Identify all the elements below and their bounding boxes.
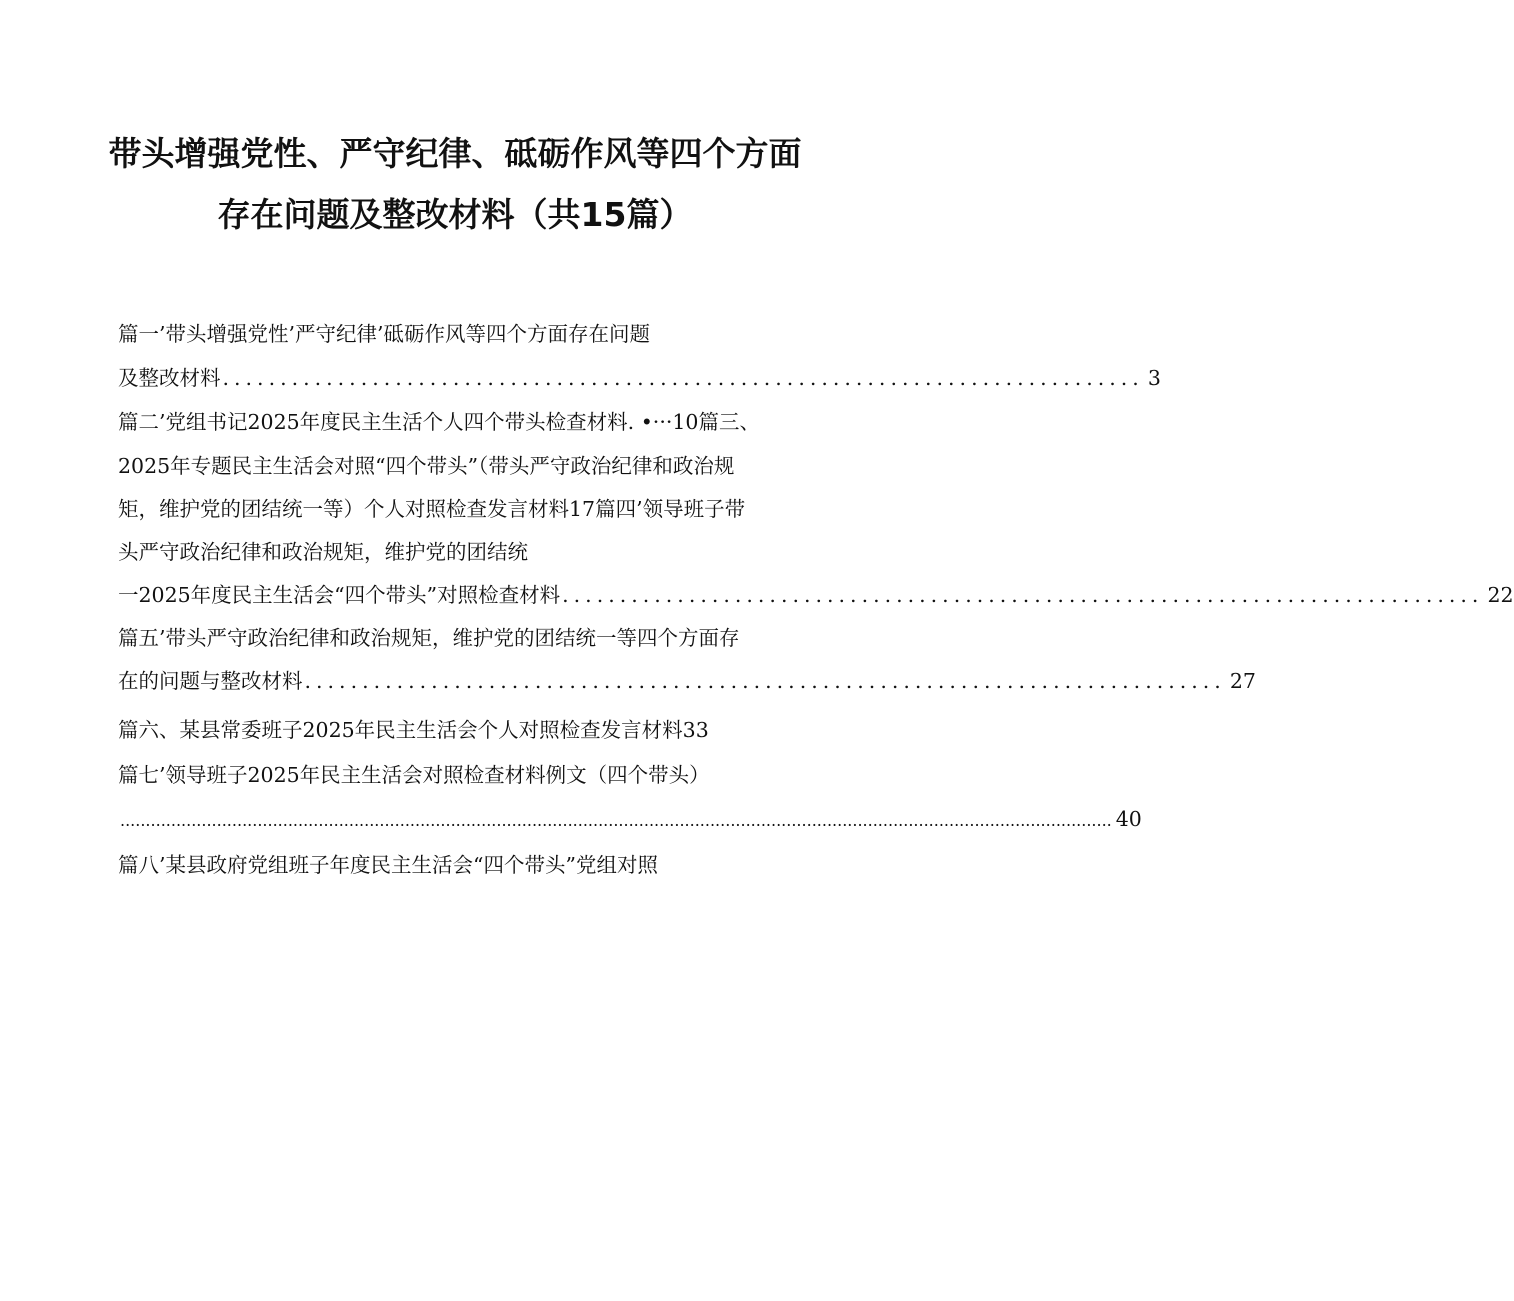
toc-entry-7-line-1: 篇七’领导班子2025年民主生活会对照检查材料例文（四个带头） bbox=[118, 763, 710, 787]
toc-entry-5-line-1: 篇五’带头严守政治纪律和政治规矩，维护党的团结统一等四个方面存 bbox=[118, 626, 740, 650]
toc-page-number: 3 bbox=[1147, 366, 1161, 390]
toc-entry-7-line-2 bbox=[118, 805, 1142, 835]
toc-entry-text: 及整改材料 bbox=[118, 366, 221, 390]
toc-entry-8: 篇八’某县政府党组班子年度民主生活会“四个带头”党组对照 bbox=[118, 853, 658, 877]
document-title-line-1: 带头增强党性、严守纪律、砥砺作风等四个方面 bbox=[108, 134, 802, 173]
toc-entry-5-line-2 bbox=[118, 667, 1256, 695]
toc-page-number: 40 bbox=[1115, 807, 1142, 831]
document-title-line-2: 存在问题及整改材料（共15篇） bbox=[217, 195, 693, 234]
toc-leader-dots: ................................................................................ bbox=[562, 583, 1484, 607]
toc-entry-4-line-2 bbox=[118, 581, 1514, 609]
toc-entry-3-line-2: 矩，维护党的团结统一等）个人对照检查发言材料17篇四’领导班子带 bbox=[118, 497, 746, 521]
toc-entry-1-line-1: 篇一’带头增强党性’严守纪律’砥砺作风等四个方面存在问题 bbox=[118, 322, 651, 346]
toc-leader-dots: ................................................................................ bbox=[222, 366, 1144, 390]
toc-entry-text: 在的问题与整改材料 bbox=[118, 669, 303, 693]
toc-entry-6: 篇六、某县常委班子2025年民主生活会个人对照检查发言材料33 bbox=[118, 718, 709, 742]
toc-entry-2: 篇二’党组书记2025年度民主生活个人四个带头检查材料. •···10篇三、 bbox=[118, 410, 760, 434]
toc-entry-4-line-1: 头严守政治纪律和政治规矩，维护党的团结统 bbox=[118, 540, 528, 564]
toc-entry-3-line-1: 2025年专题民主生活会对照“四个带头”（带头严守政治纪律和政治规 bbox=[118, 454, 735, 478]
toc-page-number: 27 bbox=[1229, 669, 1256, 693]
toc-entry-1-line-2 bbox=[118, 364, 1161, 392]
toc-page-number: 22 bbox=[1487, 583, 1514, 607]
toc-leader-dots: ................................................................................................................................................................................................... bbox=[120, 811, 1112, 830]
toc-entry-text: 一2025年度民主生活会“四个带头”对照检查材料 bbox=[118, 583, 561, 607]
toc-leader-dots: ................................................................................ bbox=[304, 669, 1226, 693]
